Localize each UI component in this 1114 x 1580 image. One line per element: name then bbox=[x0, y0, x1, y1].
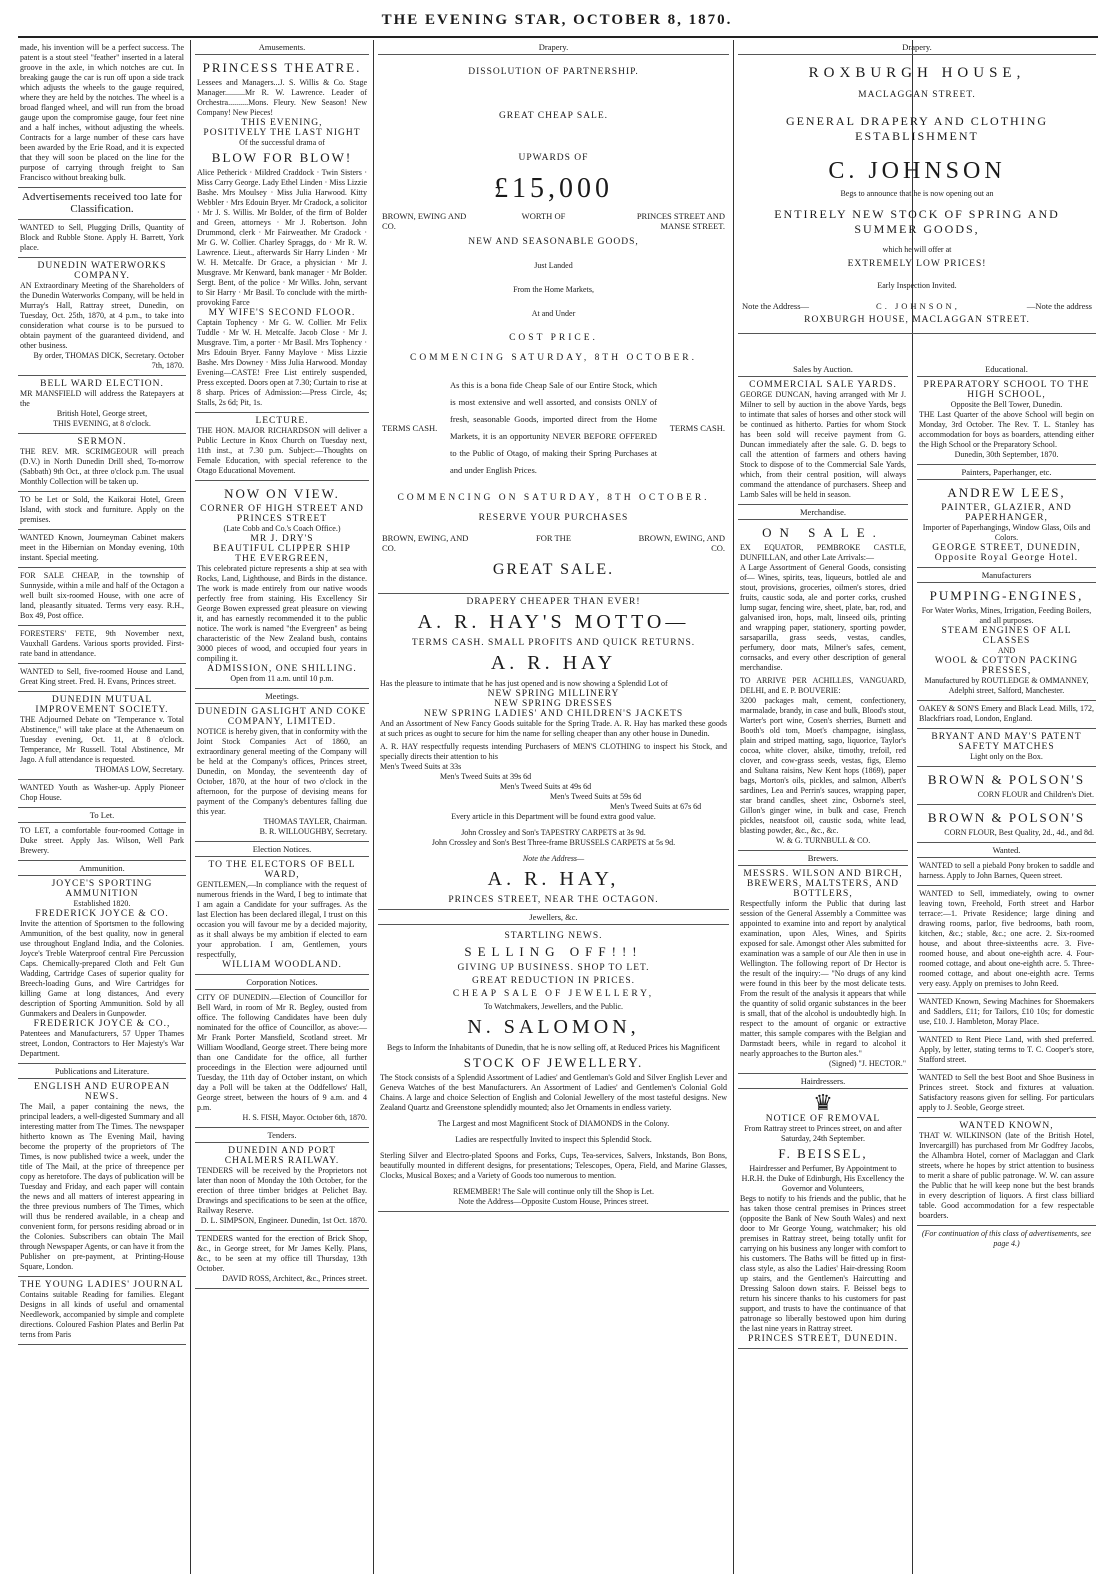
ad-body: COMMENCING SATURDAY, 8TH OCTOBER. bbox=[409, 353, 697, 363]
ad-wanted-pony: WANTED to sell a piebald Pony broken to saddle and harness. Apply to John Barnes, Queen street. bbox=[917, 858, 1096, 886]
ad-oakey: OAKEY & SON'S Emery and Black Lead. Mills, 172, Blackfriars road, London, England. bbox=[917, 701, 1096, 729]
ad-body: The Largest and most Magnificent Stock of DIAMONDS in the Colony. bbox=[437, 1119, 670, 1128]
ad-body: N. SALOMON, bbox=[467, 1016, 640, 1038]
ad-title: JOYCE'S SPORTING AMMUNITION bbox=[51, 879, 153, 899]
column-4-top bbox=[738, 40, 1096, 360]
ad-signature: D. L. SIMPSON, Engineer. Dunedin, 1st Oct. 1870. bbox=[200, 1216, 367, 1225]
ad-body: which he will offer at bbox=[882, 245, 952, 254]
ad-body: A. R. HAY bbox=[490, 652, 617, 674]
ad-body: A. R. HAY'S MOTTO— bbox=[417, 611, 690, 633]
ad-title: BROWN & POLSON'S bbox=[927, 810, 1086, 825]
ad-body: As this is a bona fide Cheap Sale of our Entire Stock, which is most extensive and well assorted, and consists ONLY of fresh, seasonable Goods, imported direct from the Home Markets, it is an opportunity NEVER BEFORE OFFERED to the Public of Otago, of making their Spring Purchases at and under English Prices. bbox=[450, 380, 657, 475]
ad-body: Has the pleasure to intimate that he has just opened and is now showing a Splendid Lot of bbox=[380, 679, 668, 688]
section-heading: Manufacturers bbox=[917, 568, 1096, 583]
ad-body: GREAT CHEAP SALE. bbox=[498, 111, 609, 121]
suit-line: Men's Tweed Suits at 59s 6d bbox=[550, 792, 642, 801]
ad-body: NEW SPRING DRESSES bbox=[494, 699, 613, 709]
ad-body: CORNER OF HIGH STREET AND PRINCES STREET bbox=[200, 504, 364, 524]
late-ads-title: Advertisements received too late for Classification. bbox=[18, 188, 186, 220]
ad-title: DUNEDIN MUTUAL IMPROVEMENT SOCIETY. bbox=[35, 695, 169, 715]
ad-election bbox=[195, 857, 369, 975]
ad-body: Importer of Paperhangings, Window Glass, Oils and Colors. bbox=[922, 523, 1091, 542]
ad-brown-polson-1 bbox=[917, 767, 1096, 805]
column-4b bbox=[917, 362, 1096, 1574]
ad-signature: B. R. WILLOUGHBY, Secretary. bbox=[259, 827, 367, 836]
ad-for-sale-house: FOR SALE CHEAP, in the township of Sunnyside, within a mile and half of the Octagon a well built six-roomed House, with one acre of land, pleasantly situated. Terms very easy. R.H., Box 49, Post office. bbox=[18, 568, 186, 626]
ad-railway bbox=[195, 1143, 369, 1231]
ad-body: UPWARDS OF bbox=[518, 153, 589, 163]
ad-title: DUNEDIN GASLIGHT AND COKE COMPANY, LIMITED. bbox=[197, 707, 367, 727]
ad-body: The Mail, a paper containing the news, the principal leaders, a well-digested Summary and all interesting matter from The Times. The newspaper hitherto known as The Evening Mail, having become the property of the proprietors of The Times, is now published twice a week, under the title of The Mail, at the price of threepence per copy as heretofore. The days of publication will be Tuesday and Friday, and each paper will contain the news and all matters of interest appearing in the three previous numbers of The Times, which will thus be rendered available, in a cheap and convenient form, for persons residing abroad or in the Colonies. Subscribers can obtain The Mail through Newspaper Agents, or can have it from the Publisher on pre-payment, at Printing-House Square, London. bbox=[20, 1102, 184, 1271]
royal-crest-icon: ♛ bbox=[813, 1090, 833, 1115]
ad-title: LECTURE. bbox=[255, 416, 309, 426]
ad-title: BRYANT AND MAY'S PATENT SAFETY MATCHES bbox=[931, 732, 1082, 752]
column-3 bbox=[378, 40, 729, 1574]
ad-body: PRINCES STREET, DUNEDIN. bbox=[748, 1334, 898, 1344]
ad-mutual bbox=[18, 692, 186, 780]
ad-firm-left: BROWN, EWING AND CO. bbox=[382, 211, 467, 231]
column-1 bbox=[18, 40, 186, 1574]
ad-body: John Crossley and Son's Best Three-frame BRUSSELS CARPETS at 5s 9d. bbox=[431, 838, 676, 847]
ad-body: Contains suitable Reading for families. Elegant Designs in all kinds of useful and ornamental Needlework, accompanied by simple and complete directions. Coloured Fashion Plates and Berlin Pat terns from Paris bbox=[20, 1290, 184, 1339]
ad-signature: WILLIAM WOODLAND. bbox=[222, 960, 342, 970]
ad-body: MY WIFE'S SECOND FLOOR. bbox=[208, 308, 356, 318]
ad-publications bbox=[18, 1079, 186, 1277]
ad-body: Invite the attention of Sportsmen to the following Ammunition, of the best quality, now in general use throughout England India, and the Colonies. Joyce's Treble Waterproof central Fire Percussion Caps. Chemically-prepared Cloth and Felt Gun Wadding, Cartridge Cases of superior quality for Breech-loading Guns, and Wire Cartridges for killing Game at long distances, And every description of Sporting Ammunition. Sold by all Gunmakers and Dealers in Gunpowder. bbox=[20, 919, 184, 1018]
ad-sermon bbox=[18, 434, 186, 492]
ad-title: DUNEDIN WATERWORKS COMPANY. bbox=[37, 261, 167, 281]
ad-title: NOTICE OF REMOVAL bbox=[765, 1114, 881, 1124]
column-4a bbox=[738, 362, 908, 1574]
ad-body: WOOL & COTTON PACKING PRESSES, bbox=[934, 656, 1079, 676]
ad-to-let-cottage: TO LET, a comfortable four-roomed Cottage in Duke street. Apply Jas. Wilson, Well Park Brewery. bbox=[18, 823, 186, 861]
ad-salomon bbox=[378, 925, 729, 1212]
masthead-rule bbox=[18, 36, 1098, 38]
ad-body: EX EQUATOR, PEMBROKE CASTLE, DUNFILLAN, and other Late Arrivals:— bbox=[740, 543, 906, 562]
ad-brown-polson-2 bbox=[917, 805, 1096, 843]
ad-theatre bbox=[195, 55, 369, 413]
ad-brown-ewing bbox=[378, 55, 729, 594]
ad-title: ON SALE. bbox=[762, 525, 884, 540]
ad-body: To Watchmakers, Jewellers, and the Public. bbox=[483, 1002, 624, 1011]
ad-signature: THOMAS LOW, Secretary. bbox=[95, 765, 184, 774]
ad-body: Begs to Inform the Inhabitants of Dunedin, that he is now selling off, at Reduced Prices his Magnificent bbox=[387, 1043, 720, 1052]
ad-painter bbox=[917, 480, 1096, 568]
ad-body: THE EVERGREEN, bbox=[235, 554, 329, 564]
ad-row bbox=[382, 533, 725, 553]
ad-title: WANTED KNOWN, bbox=[959, 1121, 1054, 1131]
ad-tenders-brick bbox=[195, 1231, 369, 1289]
ad-body: Dunedin, 30th September, 1870. bbox=[954, 450, 1059, 459]
ad-row bbox=[742, 301, 1092, 311]
ad-body: John Crossley and Son's TAPESTRY CARPETS at 3s 9d. bbox=[461, 828, 646, 837]
ad-body: COST PRICE. bbox=[509, 333, 598, 343]
ad-body: F. BEISSEL, bbox=[778, 1146, 868, 1161]
ad-body: Ladies are respectfully Invited to inspect this Splendid Stock. bbox=[455, 1135, 652, 1144]
section-heading: Meetings. bbox=[195, 689, 369, 704]
ad-firm-right: BROWN, EWING, AND CO. bbox=[638, 533, 725, 553]
ad-to-let-hotel: TO be Let or Sold, the Kaikorai Hotel, Green Island, with stock and furniture. Apply on the premises. bbox=[18, 492, 186, 530]
ad-signature: By order, THOMAS DICK, Secretary. October 7th, 1870. bbox=[33, 351, 184, 370]
ad-body: BLOW FOR BLOW! bbox=[211, 150, 353, 165]
ad-body: C. JOHNSON, bbox=[876, 301, 960, 311]
ad-body: THIS EVENING, at 8 o'clock. bbox=[53, 419, 151, 428]
ad-title: DISSOLUTION OF PARTNERSHIP. bbox=[468, 67, 639, 77]
ad-bryant-may bbox=[917, 729, 1096, 767]
ad-body: Established 1820. bbox=[73, 899, 131, 908]
ad-body: Just Landed bbox=[534, 261, 573, 270]
ad-body: Note the Address—Opposite Custom House, Princes street. bbox=[458, 1197, 649, 1206]
ad-title: STARTLING NEWS. bbox=[504, 931, 603, 941]
ad-wanted-boot-business: WANTED to Sell the best Boot and Shoe Business in Princes street. Stock and fixtures at valuation. Satisfactory reasons given for selling. For particulars apply to J. Seoble, George street. bbox=[917, 1070, 1096, 1118]
ad-on-sale bbox=[738, 520, 908, 851]
ad-body: Every article in this Department will be found extra good value. bbox=[451, 812, 656, 821]
ad-body: FREDERICK JOYCE & CO., bbox=[33, 1019, 171, 1029]
ad-body: PAINTER, GLAZIER, AND PAPERHANGER, bbox=[941, 503, 1072, 523]
masthead: THE EVENING STAR, OCTOBER 8, 1870. bbox=[381, 12, 733, 28]
ad-title: ANDREW LEES, bbox=[947, 485, 1066, 500]
ad-body: CITY OF DUNEDIN.—Election of Councillor for Bell Ward, in room of Mr R. Begley, ousted from office. The following Candidates have been duly nominated for the office of Councillor, as above:— Mr Frank Porter Mansfield, Scotland street. Mr William Woodland, George street. There being more than one Candidate for the office, all further proceedings in the Election were adjourned until Tuesday, the 11th day of October instant, on which day a Poll will be taken at the Oddfellows' Hall, George street, between the hours of 9 a.m. and 4 p.m. bbox=[197, 993, 367, 1112]
ad-body: BEAUTIFUL CLIPPER SHIP bbox=[213, 544, 351, 554]
suit-line: Men's Tweed Suits at 39s 6d bbox=[440, 772, 532, 781]
ad-signature: (Signed) "J. HECTOR." bbox=[828, 1059, 906, 1068]
section-heading: Brewers. bbox=[738, 851, 908, 866]
ad-sale-yards bbox=[738, 377, 908, 505]
ad-firm-right: PRINCES STREET AND MANSE STREET. bbox=[636, 211, 725, 231]
ad-body: Manufactured by ROUTLEDGE & OMMANNEY, Adelphi street, Salford, Manchester. bbox=[924, 676, 1089, 695]
ad-title: NOW ON VIEW. bbox=[224, 486, 340, 501]
ad-body: NOTICE is hereby given, that in conformity with the Joint Stock Companies Act of 1860, an extraordinary general meeting of the Company will be held at the Company's offices, Princes street, Dunedin, on Monday, the seventeenth day of October, 1870, at the hour of two o'clock in the afternoon, for the purpose of devising means for payment of the Company's debentures falling due this year. bbox=[197, 727, 367, 816]
ad-body: Alice Petherick · Mildred Craddock · Twin Sisters · Miss Carry George. Lady Ethel Linden · Miss Lizzie Bashe. Mrs Moulsey · Miss Julia Harwood. Kitty Webbler · Mrs Edouin Bryer. Mr Cradock, a solicitor · Mr J. S. Willis. Mr Bolder, of the firm of Bolder and Green, attorneys · Mr J. Robertson. John Drummond, clerk · Mr Fairweather. Mr Cradock · Mr G. W. Collier. Charley Spraggs, do · Mr R. W. Lawrence. Lieut., afterwards Sir Harry Linden · Mr W. H. Metcalfe. Dr Grace, a physician · Mr J. Musgrave. Mr Kenward, bank manager · Mr Bolder. Sergt. Bent, of the police · Mr Wilks. John, servant to Sir Harry · Mr Basil. To conclude with the mirth-provoking Farce bbox=[197, 168, 367, 307]
ad-body: NEW AND SEASONABLE GOODS, bbox=[468, 237, 639, 247]
ad-body: MACLAGGAN STREET. bbox=[858, 90, 976, 100]
ad-signature: DAVID ROSS, Architect, &c., Princes street. bbox=[222, 1274, 367, 1283]
ad-body: THIS EVENING, bbox=[241, 118, 323, 128]
section-heading: Wanted. bbox=[917, 843, 1096, 858]
ad-title: PRINCESS THEATRE. bbox=[202, 60, 362, 75]
ad-body: Early Inspection Invited. bbox=[877, 281, 957, 290]
ad-body: MR J. DRY'S bbox=[250, 534, 314, 544]
ad-body: Begs to announce that he is now opening out an bbox=[840, 189, 994, 198]
section-heading: Merchandise. bbox=[738, 505, 908, 520]
ad-body: British Hotel, George street, bbox=[56, 409, 148, 418]
ad-now-on-view bbox=[195, 481, 369, 689]
ad-body: At and Under bbox=[531, 309, 576, 318]
ad-body: STOCK OF JEWELLERY. bbox=[463, 1055, 644, 1070]
section-heading: Drapery. bbox=[738, 40, 1096, 55]
suit-line: Men's Tweed Suits at 33s bbox=[380, 762, 462, 771]
ad-body: THE Last Quarter of the above School will begin on Monday, 3rd October. The Rev. T. L. Stanley has accommodation for boys as boarders, attending either the High School or the Preparatory School. bbox=[919, 410, 1094, 449]
ad-wanted-house: WANTED to Sell, five-roomed House and Land, Great King street. Fred. H. Evans, Princes street. bbox=[18, 664, 186, 692]
ad-gaslight bbox=[195, 704, 369, 842]
ad-signature: H. S. FISH, Mayor. October 6th, 1870. bbox=[242, 1113, 367, 1122]
ad-body: EXTREMELY LOW PRICES! bbox=[847, 259, 987, 269]
suit-line: Men's Tweed Suits at 49s 6d bbox=[500, 782, 592, 791]
ad-body: TO ARRIVE PER ACHILLES, VANGUARD, DELHI, and E. P. BOUVERIE: bbox=[740, 676, 906, 695]
ad-title: ENGLISH AND EUROPEAN NEWS. bbox=[33, 1082, 171, 1102]
ad-body: GIVING UP BUSINESS. SHOP TO LET. bbox=[457, 963, 650, 973]
ad-wanted-known bbox=[917, 1118, 1096, 1226]
ad-amount: £15,000 bbox=[494, 173, 613, 204]
ad-body: 3200 packages malt, cement, confectionery, marmalade, brandy, in case and bulk, Blood's stout, Warter's port wine, Cosen's sherries, Burnett and Booth's old tom, Moet's champagne, isinglass, plain and striped matting, sago, liquorice, Taylor's cocoa, white clover, alsike, timothy, trefoil, red clover, and cow-grass seeds, vestas, figs, Elemo and Sultana raisins, New Kent hops (1869), paper bags, Morton's oils, pickles, and salmon, Albert's sardines, Lea and Perrin's sauces, wrapping paper, star brand candles, sheet zinc, Osborne's steel, Gillon's ginger wine, in bulk and case, French pickles, neatsfoot oil, caustic soda, white lead, blasting powder, &c., &c., &c. bbox=[740, 696, 906, 835]
ad-foresters: FORESTERS' FETE, 9th November next, Vauxhall Gardens. Various sports provided. First-rate band in attendance. bbox=[18, 626, 186, 664]
ad-body: GREAT REDUCTION IN PRICES. bbox=[471, 976, 636, 986]
ad-body: AND bbox=[997, 646, 1016, 655]
ad-body: Respectfully inform the Public that during last session of the General Assembly a Committee was appointed to examine into and report by analytical examination, upon Ales, Wines, and Spirits exposed for sale. Amongst other Ales submitted for examination was a sample of our Ale then in use in Wellington. The following report of Dr Hector is the result of the inquiry:— "No drugs of any kind were found in this beer by the most delicate tests. From the result of the analysis it appears that while the quantity of solid organic substances in the beer is small, that of the alcohol is undoubtedly high. In respect to the amount of organic or extractive matter, this sample compares with the Belgian and Darmstadt beers, while in regard to alcohol it nearly approaches to the Burton ales." bbox=[740, 899, 906, 1058]
ad-title: DUNEDIN AND PORT CHALMERS RAILWAY. bbox=[224, 1146, 340, 1166]
ad-body: MR MANSFIELD will address the Ratepayers at the bbox=[20, 389, 184, 408]
ad-prep-school bbox=[917, 377, 1096, 465]
suit-line: Men's Tweed Suits at 67s 6d bbox=[610, 802, 702, 811]
ad-body: Begs to notify to his friends and the public, that he has taken those central premises in Princes street (opposite the Bank of New South Wales) and next door to Mr George Young, watchmaker; his old premises in Rattray street, being totally unfit for carrying on his business any longer with comfort to his customers. The Baths will be fitted up in first-class style, as also the Ladies' Hair-dressing Room up stairs, and the Gentlemen's Haircutting and Dressing Saloon down stairs. F. Beissel begs to return his sincere thanks to his customers for past support, and trusts to have the continuance of that patronage so liberally bestowed upon him during the last nine years in Rattray street. bbox=[740, 1194, 906, 1333]
section-heading: Publications and Literature. bbox=[18, 1064, 186, 1079]
ad-body: TENDERS will be received by the Proprietors not later than noon of Monday the 10th October, for the erection of three timber bridges at Pelichet Bay. Drawings and specifications to be seen at the office, Railway Reserve. bbox=[197, 1166, 367, 1215]
section-heading: Election Notices. bbox=[195, 842, 369, 857]
ad-wanted-cabinet: WANTED Known, Journeyman Cabinet makers meet in the Hibernian on Monday evening, 10th instant. Special meeting. bbox=[18, 530, 186, 568]
ad-body: Sterling Silver and Electro-plated Spoons and Forks, Cups, Tea-services, Salvers, Inkstands, Bon Bons, beautifully mounted in different designs, for presentations; Telescopes, Opera, Field, and Marine Glasses, Clocks, Musical Boxes; and a Variety of Goods too numerous to mention. bbox=[380, 1151, 727, 1180]
ad-body: COMMENCING ON SATURDAY, 8TH OCTOBER. bbox=[397, 493, 710, 503]
ad-body: GEORGE DUNCAN, having arranged with Mr J. Milner to sell by auction in the above Yards, begs to intimate that sales of horses and other stock will be continued as hitherto. Parties for whom Stock has been sold will receive payment from G. Duncan immediately after the sale. G. D. begs to call the attention of farmers and others having Stock to dispose of to the Commercial Sale Yards, which, from their central position, will always command the attendance of purchasers. Sheep and Lamb Sales will be held in season. bbox=[740, 390, 906, 499]
ad-body: A. R. HAY respectfully requests intending Purchasers of MEN'S CLOTHING to inspect his Stock, and specially directs their attention to his bbox=[380, 742, 727, 761]
ad-body: THE REV. MR. SCRIMGEOUR will preach (D.V.) in North Dunedin Drill shed, To-morrow (Sabbath) 9th Oct., at three o'clock p.m. The usual Monthly Collection will be taken up. bbox=[20, 447, 184, 486]
section-heading: Sales by Auction. bbox=[738, 362, 908, 377]
ad-title: THE YOUNG LADIES' JOURNAL bbox=[20, 1280, 184, 1290]
ad-title: COMMERCIAL SALE YARDS. bbox=[749, 380, 897, 390]
ad-body: Light only on the Box. bbox=[970, 752, 1043, 761]
section-heading: Ammunition. bbox=[18, 861, 186, 876]
ad-title: DRAPERY CHEAPER THAN EVER! bbox=[466, 597, 641, 607]
ad-body: A. R. HAY, bbox=[487, 868, 620, 890]
ad-title: ROXBURGH HOUSE, bbox=[808, 65, 1026, 81]
ad-body: GENERAL DRAPERY AND CLOTHING ESTABLISHMENT bbox=[785, 114, 1049, 143]
ad-body: SELLING OFF!!! bbox=[464, 944, 643, 959]
ad-firm-left: BROWN, EWING, AND CO. bbox=[382, 533, 469, 553]
column-rule bbox=[733, 40, 734, 1574]
ad-body: Opposite the Bell Tower, Dunedin. bbox=[950, 400, 1063, 409]
ad-body: C. JOHNSON bbox=[828, 158, 1006, 184]
ad-signature: THOMAS TAYLER, Chairman. bbox=[263, 817, 367, 826]
ad-body: Captain Tophency · Mr G. W. Collier. Mr Felix Tuddle · Mr W. H. Metcalfe. Jacob Close · Mr J. Musgrave. Tim, a porter · Mr Basil. Mrs Tophency · Mrs Edouin Bryer. Fanny Maylove · Miss Lizzie Bashe. Mrs Downey · Miss Julia Harwood. Monday Evening—CASTE! Free List entirely suspended, Press excepted. Doors open at 7.30; Curtain to rise at 8 sharp. Prices of Admission:—Press Circle, 4s; Stalls, 2s 6d; Pit, 1s. bbox=[197, 318, 367, 407]
column-rule bbox=[190, 40, 191, 1574]
ad-body: From Rattray street to Princes street, on and after Saturday, 24th September. bbox=[744, 1124, 902, 1143]
section-heading: Jewellers, &c. bbox=[378, 910, 729, 925]
ad-body: Of the successful drama of bbox=[239, 138, 325, 147]
ad-wanted-land: WANTED to Rent Piece Land, with shed preferred. Apply, by letter, stating terms to T. C. Cooper's store, Stafford street. bbox=[917, 1032, 1096, 1070]
section-heading: Amusements. bbox=[195, 40, 369, 55]
ad-title: PREPARATORY SCHOOL TO THE HIGH SCHOOL, bbox=[923, 380, 1090, 400]
ad-title: SERMON. bbox=[77, 437, 127, 447]
ad-title: PUMPING-ENGINES, bbox=[929, 588, 1084, 603]
ad-hairdresser bbox=[738, 1089, 908, 1349]
ad-row bbox=[382, 211, 725, 231]
section-heading: Corporation Notices. bbox=[195, 975, 369, 990]
ad-wanted-youth: WANTED Youth as Washer-up. Apply Pioneer Chop House. bbox=[18, 780, 186, 808]
ad-body: PRINCES STREET, NEAR THE OCTAGON. bbox=[448, 895, 659, 905]
ad-body: NEW SPRING LADIES' AND CHILDREN'S JACKETS bbox=[423, 709, 684, 719]
ad-body: POSITIVELY THE LAST NIGHT bbox=[203, 128, 361, 138]
ad-body: Note the Address— bbox=[522, 854, 585, 863]
ad-title: TO THE ELECTORS OF BELL WARD, bbox=[208, 860, 356, 880]
ad-pumping bbox=[917, 583, 1096, 701]
ad-body: RESERVE YOUR PURCHASES bbox=[478, 513, 629, 523]
section-heading: Tenders. bbox=[195, 1128, 369, 1143]
ad-body: ENTIRELY NEW STOCK OF SPRING AND SUMMER GOODS, bbox=[774, 207, 1060, 236]
ad-body: ADMISSION, ONE SHILLING. bbox=[207, 664, 357, 674]
section-heading: Educational. bbox=[917, 362, 1096, 377]
ad-body: Note the Address— bbox=[742, 301, 810, 311]
ad-row bbox=[382, 377, 725, 479]
ad-body: TENDERS wanted for the erection of Brick Shop, &c., in George street, for Mr James Kelly. Plans, &c., to be seen at my office till Thursday, 13th October. bbox=[197, 1234, 367, 1273]
ad-body: REMEMBER! The Sale will continue only till the Shop is Let. bbox=[453, 1187, 654, 1196]
ad-wanted-freehold: WANTED to Sell, immediately, owing to owner leaving town, Freehold, Forth street and Harbor terrace:—1. Private Residence; large dining and drawing rooms, parlor, five bedrooms, bath room, kitchen, &c.; stable, &c.; one acre. 2. Six-roomed house, and about three-sixteenths acre. 3. Five-roomed house, and about one-eighth acre. 4. Four-roomed cottage, and about one-eighth acre. 5. Three-roomed cottage, and about one-eighth acre. Terms very easy. Apply on premises to John Reed. bbox=[917, 886, 1096, 994]
continuation-note: (For continuation of this class of advertisements, see page 4.) bbox=[921, 1229, 1092, 1248]
ad-body: The Stock consists of a Splendid Assortment of Ladies' and Gentleman's Gold and Silver English Lever and Geneva Watches of the best Manufacturers. An Assortment of Ladies' and Gentlemen's Colonial Gold Chains. A large and choice Selection of English and Colonial Jewellery of the most tasteful designs. New Zealand Quartz and Greenstone splendidly mounted; also Jet Ornaments in endless variety. bbox=[380, 1073, 727, 1112]
ad-body: From the Home Markets, bbox=[513, 285, 594, 294]
section-heading: Painters, Paperhanger, etc. bbox=[917, 465, 1096, 480]
ad-body: NEW SPRING MILLINERY bbox=[487, 689, 620, 699]
ad-wanted-drills: WANTED to Sell, Plugging Drills, Quantity of Block and Rubble Stone. Apply H. Barrett, York place. bbox=[18, 220, 186, 258]
ad-body: GEORGE STREET, DUNEDIN, Opposite Royal George Hotel. bbox=[932, 543, 1081, 563]
ad-bell-ward bbox=[18, 376, 186, 434]
ad-body: STEAM ENGINES OF ALL CLASSES bbox=[941, 626, 1072, 646]
ad-body: AN Extraordinary Meeting of the Shareholders of the Dunedin Waterworks Company, will be held in Murray's Hall, Rattray street, Dunedin, on Tuesday, Oct. 25th, 1870, at 4 p.m., to take into consideration what course is to be pursued to obtain payment of the guaranteed dividend, and other business. bbox=[20, 281, 184, 350]
ad-signature: W. & G. TURNBULL & CO. bbox=[775, 836, 871, 845]
section-heading: Drapery. bbox=[378, 40, 729, 55]
ad-ar-hay bbox=[378, 594, 729, 910]
ad-title: BROWN & POLSON'S bbox=[927, 772, 1086, 787]
ad-body: CORN FLOUR, Best Quality, 2d., 4d., and 8d. bbox=[944, 828, 1094, 837]
section-heading: To Let. bbox=[18, 808, 186, 823]
ad-corporation bbox=[195, 990, 369, 1128]
ad-body: CHEAP SALE OF JEWELLERY, bbox=[452, 989, 655, 999]
ad-body: Lessees and Managers...J. S. Willis & Co. Stage Manager..........Mr R. W. Lawrence. Leader of Orchestra..........Mons. Fleury. New Season! New Company! New Pieces! bbox=[197, 78, 367, 117]
section-heading: Hairdressers. bbox=[738, 1074, 908, 1089]
ad-body: ROXBURGH HOUSE, MACLAGGAN STREET. bbox=[804, 315, 1030, 325]
column-rule bbox=[373, 40, 374, 1574]
ad-body: And an Assortment of New Fancy Goods suitable for the Spring Trade. A. R. Hay has marked these goods at such prices as ought to secure for him the name for selling cheaper than any other house in Dunedin. bbox=[380, 719, 727, 738]
column-2 bbox=[195, 40, 369, 1574]
ad-body: TERMS CASH. SMALL PROFITS AND QUICK RETURNS. bbox=[411, 638, 696, 648]
ad-terms-left: TERMS CASH. bbox=[382, 423, 438, 433]
ad-journal bbox=[18, 1277, 186, 1345]
ad-body: A Large Assortment of General Goods, consisting of— Wines, spirits, teas, liqueurs, bottled ale and stout, provisions, groceries, oilmen's stores, dried fruits, caustic soda, ale and porter corks, crushed lump sugar, fencing wire, sheet, plate, bar, rod, and galvanised iron, hops, malt, linseed oils, printing and wrapping paper, stationery, sporting powder, sarsaparilla, grass seeds, vestas, candles, perfumery, door mats, Milner's safes, cement, cornsacks, and every other description of general merchandise. bbox=[740, 563, 906, 672]
ad-body: Patentees and Manufacturers, 57 Upper Thames street, London, Contractors to Her Majesty's War Department. bbox=[20, 1029, 184, 1058]
ad-body: THAT W. WILKINSON (late of the British Hotel, Invercargill) has purchased from Mr Godfrey Jacobs, the Alhambra Hotel, corner of Maclaggan and Clark streets, where he hopes by strict attention to business to merit a share of public patronage. W. W. can assure the Public that he will keep none but the best brands in every description of liquors. A first class billiard table. Good accommodation for a few respectable boarders. bbox=[919, 1131, 1094, 1220]
ad-body: THE Adjourned Debate on "Temperance v. Total Abstinence," will take place at the Athenaeum on Tuesday evening, Oct. 11, at 8 o'clock. Temperance, Mr Russell. Total Abstinence, Mr Jago. A full attendance is requested. bbox=[20, 715, 184, 764]
ad-body: —Note the address bbox=[1026, 301, 1092, 311]
article-continuation: made, his invention will be a perfect success. The patent is a stout steel "feather" inserted in a lateral groove in the axle, in which notches are cut. In breaking gauge the car is run off upon a side track which adjusts the wheels to the gauge required, where they are held by the notches. The wheel is a broad flanged wheel, and will run from the broad gauge upon the compromise gauge, four feet nine and a half inches, without adjusting the wheels. Contracts for a large number of these cars have been awarded by the Erie Road, and it is expected that they will soon be placed on the line for the purpose of carrying through freight to San Francisco without breaking bulk. bbox=[18, 40, 186, 188]
ad-body: GENTLEMEN,—In compliance with the request of numerous friends in the Ward, I beg to intimate that I am again a Candidate for your suffrages. As the last Election has been declared illegal, I trust on this occasion you will favour me by a decided majority, as it shall always be my ambition if elected to earn your approbation. I am, Gentlemen, yours respectfully, bbox=[197, 880, 367, 959]
ad-waterworks bbox=[18, 258, 186, 376]
ad-ammunition bbox=[18, 876, 186, 1064]
ad-body: For Water Works, Mines, Irrigation, Feeding Boilers, and all purposes. bbox=[921, 606, 1092, 625]
ad-body: GREAT SALE. bbox=[492, 561, 615, 578]
ad-body: FREDERICK JOYCE & CO. bbox=[35, 909, 169, 919]
ad-roxburgh bbox=[738, 55, 1096, 334]
ad-body: This celebrated picture represents a ship at sea with Rocks, Land, Lighthouse, and Birds in the distance. The work is made entirely from our native woods perfectly free from staining. His Excellency Sir George Bowen expressed great pleasure on viewing it, and has earnestly recommended it to the public notice. The work is named "the Evergreen" as being characteristic of the New Zealand bush, contains 3000 pieces of wood, and occupied four years in compiling it. bbox=[197, 564, 367, 663]
ad-brewers bbox=[738, 866, 908, 1074]
ad-body: FOR THE bbox=[535, 533, 572, 543]
ad-lecture bbox=[195, 413, 369, 481]
ad-body: Hairdresser and Perfumer, By Appointment to H.R.H. the Duke of Edinburgh, His Excellency the Governor and Volunteers, bbox=[741, 1164, 905, 1193]
ad-body: CORN FLOUR and Children's Diet. bbox=[977, 790, 1094, 799]
ad-body: (Late Cobb and Co.'s Coach Office.) bbox=[223, 524, 341, 533]
ad-title: MESSRS. WILSON AND BIRCH, BREWERS, MALTSTERS, AND BOTTLERS, bbox=[743, 869, 903, 899]
ad-body: Open from 11 a.m. until 10 p.m. bbox=[230, 674, 334, 683]
ad-wanted-sewing: WANTED Known, Sewing Machines for Shoemakers and Saddlers, £11; for Tailors, £10 10s; for domestic use, £10. J. Hambleton, Moray Place. bbox=[917, 994, 1096, 1032]
ad-body: WORTH OF bbox=[521, 211, 566, 221]
ad-terms-right: TERMS CASH. bbox=[669, 423, 725, 433]
ad-title: BELL WARD ELECTION. bbox=[40, 379, 164, 389]
ad-body: THE HON. MAJOR RICHARDSON will deliver a Public Lecture in Knox Church on Tuesday next, 11th inst., at 7.30 p.m. Subject:—Thoughts on Female Education, with special reference to the Otago Educational Movement. bbox=[197, 426, 367, 475]
